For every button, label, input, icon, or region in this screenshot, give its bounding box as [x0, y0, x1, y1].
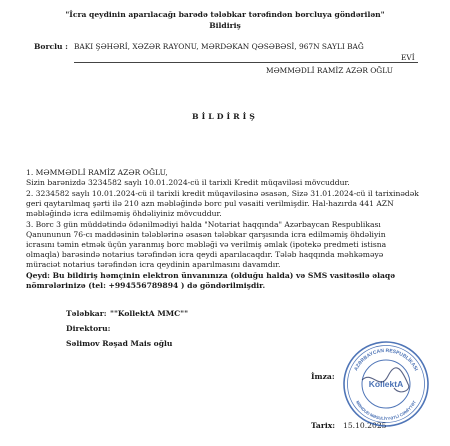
paragraph-2-line-2: geri qaytarılmaq şərti ilə 210 azn məbləğində borc pul vəsaiti verilmişdir. Hal-hazırda 441 AZN [26, 199, 394, 208]
debtor-label: Borclu : [34, 42, 68, 51]
paragraph-2-line-3: məbləğində icra edilməmiş öhdəliyiniz mövcuddur. [26, 209, 222, 218]
document-title: "İcra qeydinin aparılacağı barədə tələbkar tərəfindən borcluya göndərilən" [65, 10, 385, 19]
paragraph-3-line-2: Qanununun 76-cı maddəsinin tələblərinə əsasən tələbkar qarşısında icra edilməmiş öhdəliyin [26, 230, 386, 239]
paragraph-2-line-1: 2. 3234582 saylı 10.01.2024-cü il tarixli kredit müqaviləsinə əsasən, Sizə 31.01.2024-cü il tarixinədək [26, 189, 419, 198]
paragraph-3-line-3: icrasını təmin etmək üçün yaranmış borc məbləği və verilmiş əmlak (ipotekə predmeti istisna [26, 240, 387, 249]
company-stamp [342, 340, 430, 428]
date-value: 15.10.2025 [343, 421, 387, 430]
paragraph-3-line-1: 3. Borc 3 gün müddətində ödənilmədiyi halda "Notariat haqqında" Azərbaycan Respublikası [26, 220, 381, 229]
notice-heading: BİLDİRİŞ [192, 112, 258, 121]
document-subtitle: Bildiriş [209, 21, 241, 30]
paragraph-3-line-5: müraciət notarius tərəfindən icra qeydinin aparılmasını davamdır. [26, 260, 281, 269]
director-name: Səlimov Rəşad Mais oğlu [66, 339, 173, 348]
debtor-address-line2: EVİ [401, 53, 415, 62]
creditor-name: ""KollektA MMC"" [110, 309, 189, 318]
paragraph-3-line-4: olmaqla) barəsində notarius tərəfindən icra qeydi aparılacaqdır. Tələb haqqında məhkəməyə [26, 250, 384, 259]
creditor-label: Tələbkar: [66, 309, 107, 318]
debtor-address-line1: BAKI ŞƏHƏRİ, XƏZƏR RAYONU, MƏRDƏKAN QƏSƏBƏSİ, 967N SAYLI BAĞ [74, 42, 364, 51]
svg-text:MƏHDUD MƏSULİYYƏTLİ CƏMİYYƏT [355, 399, 417, 421]
signature-label: İmza: [311, 372, 335, 381]
paragraph-1-line-1: 1. MƏMMƏDLİ RAMİZ AZƏR OĞLU, [26, 168, 168, 177]
note-line-1: Qeyd: Bu bildiriş həmçinin elektron ünvanınıza (olduğu halda) və SMS vasitəsilə əlaqə [26, 271, 396, 280]
note-line-2: nömrələrinizə (tel: +994556789894 ) də göndərilmişdir. [26, 281, 266, 290]
date-label: Tarix: [311, 421, 336, 430]
stamp-ring-top-text: AZƏRBAYCAN RESPUBLİKASI [353, 347, 419, 372]
paragraph-1-line-2: Sizin barənizdə 3234582 saylı 10.01.2024-cü il tarixli Kredit müqaviləsi mövcuddur. [26, 178, 350, 187]
stamp-ring-bottom-text: MƏHDUD MƏSULİYYƏTLİ CƏMİYYƏT [354, 399, 418, 422]
stamp-company-name: KollektA [368, 379, 404, 389]
director-label: Direktoru: [66, 324, 111, 333]
debtor-name: MƏMMƏDLİ RAMİZ AZƏR OĞLU [266, 66, 393, 75]
divider-line [74, 62, 418, 63]
